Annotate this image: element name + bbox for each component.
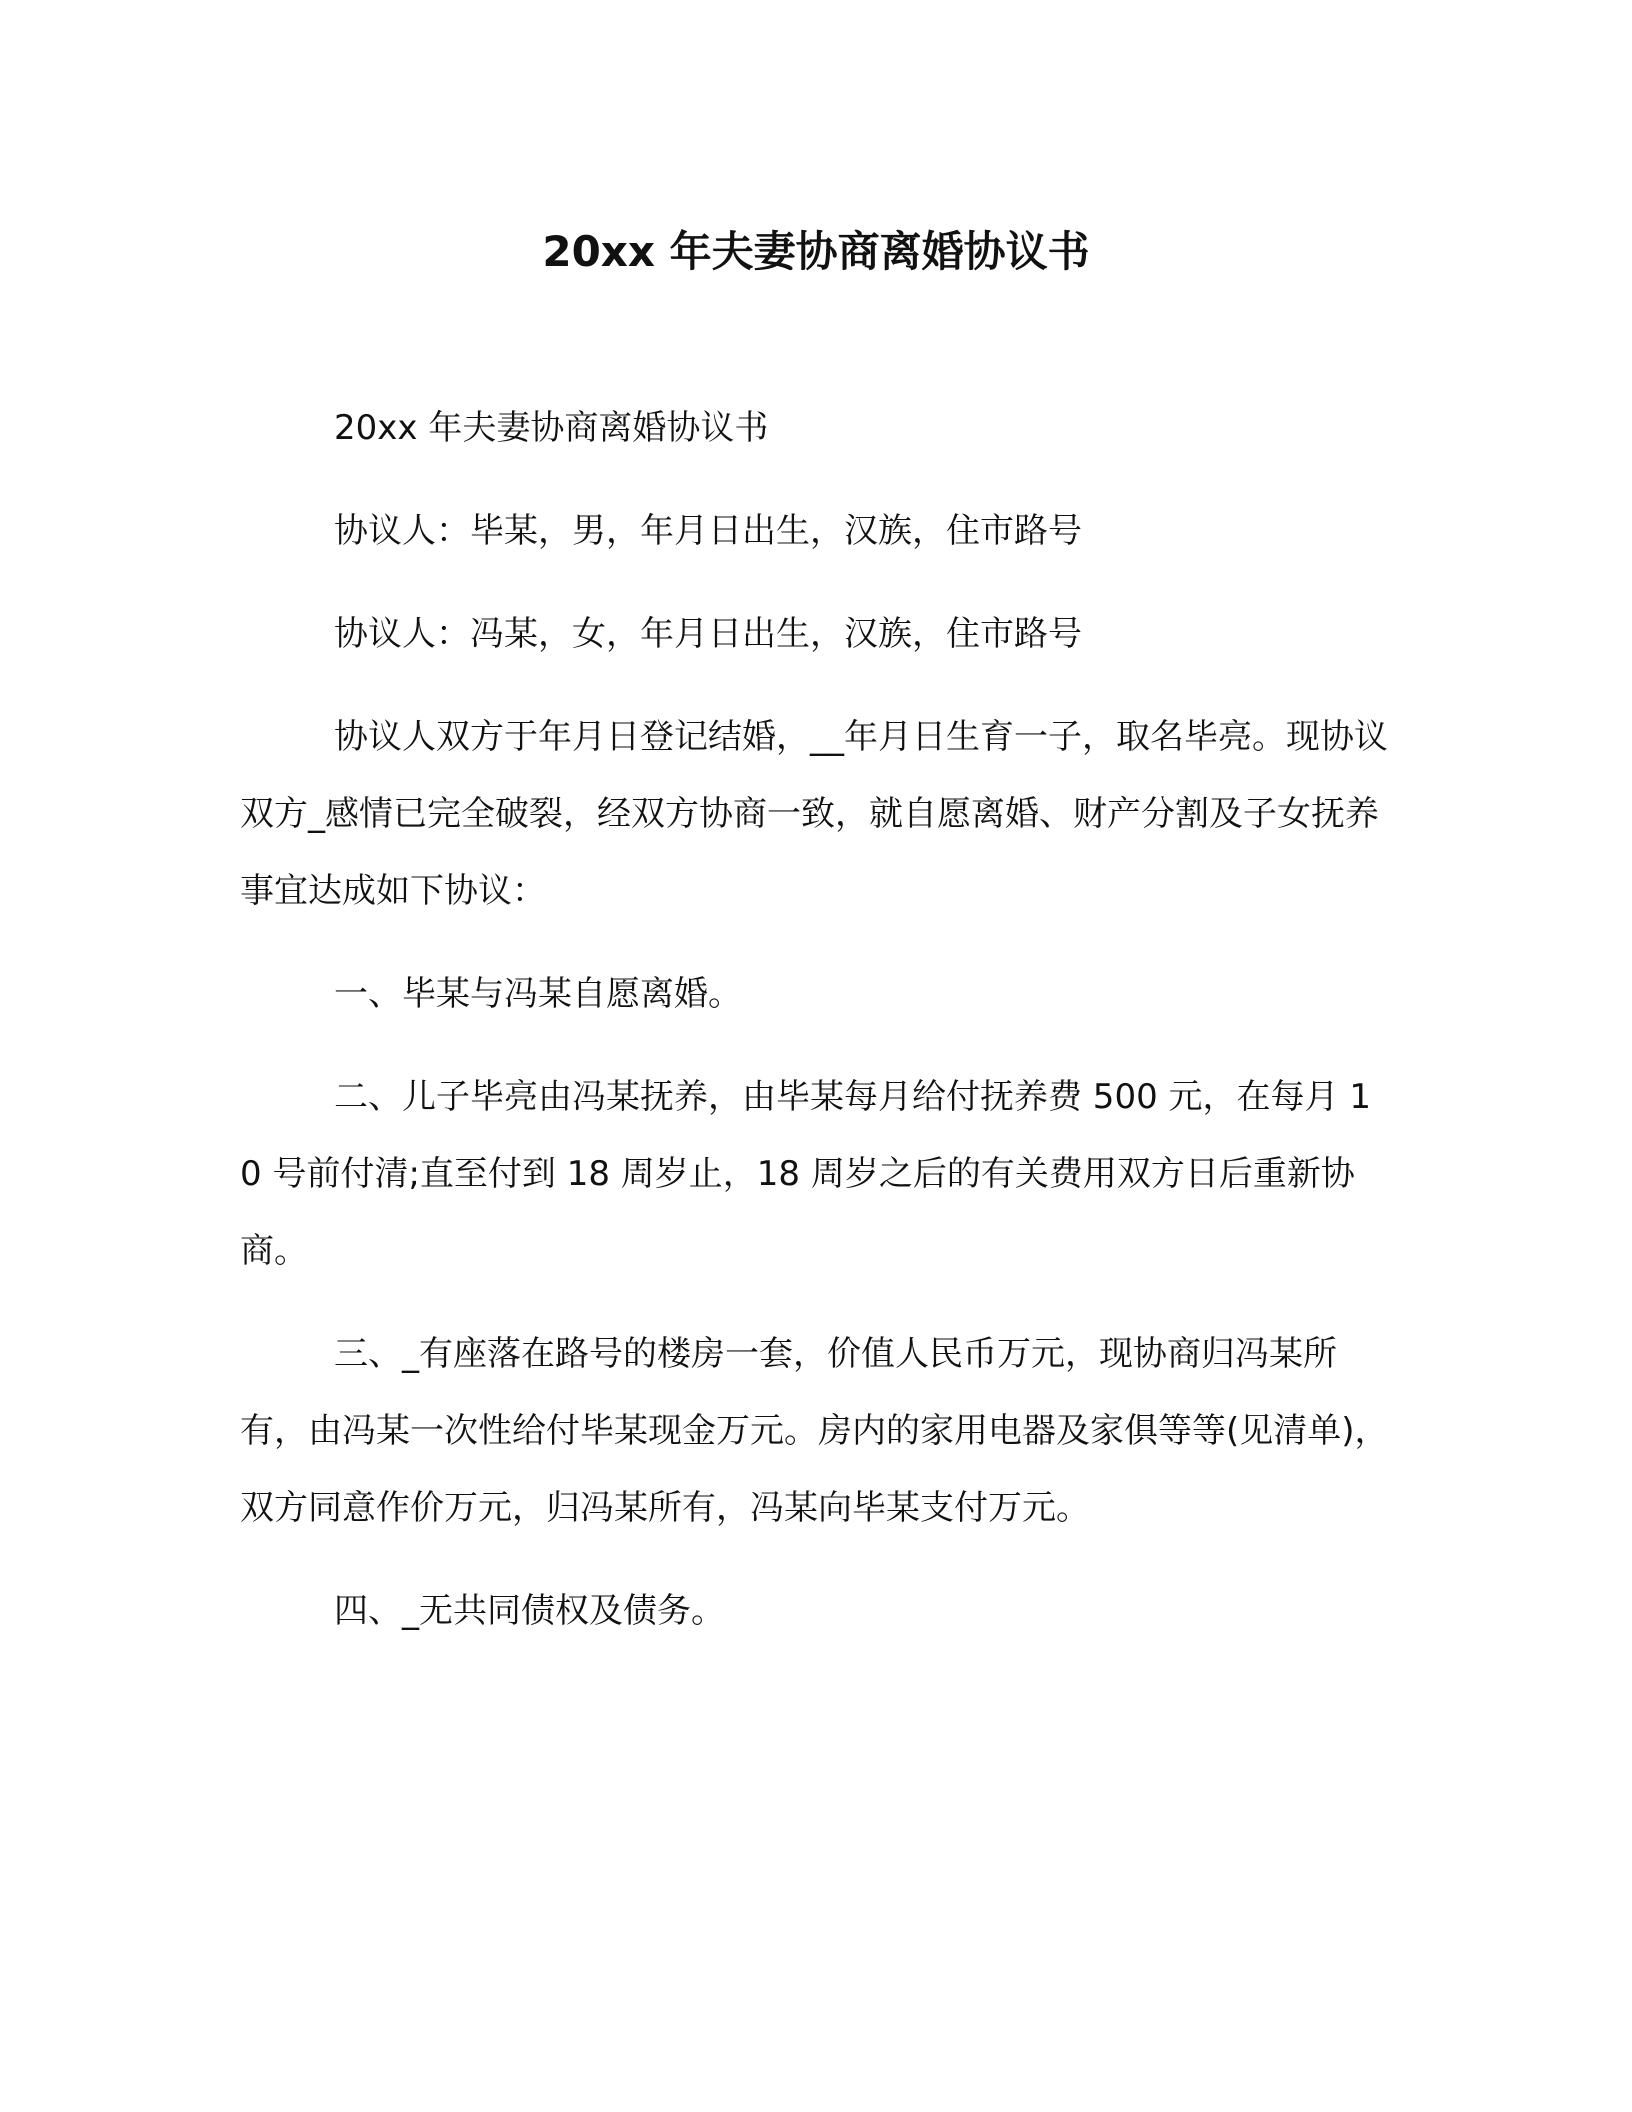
paragraph-party-male: 协议人：毕某，男，年月日出生，汉族，住市路号: [334, 511, 1082, 551]
document-body: [240, 390, 1392, 1676]
paragraph-party-female: 协议人：冯某，女，年月日出生，汉族，住市路号: [334, 614, 1082, 654]
paragraph-preamble: 协议人双方于年月日登记结婚，__年月日生育一子，取名毕亮。现协议双方_感情已完全破裂，经双方协商一致，就自愿离婚、财产分割及子女抚养事宜达成如下协议：: [240, 717, 1388, 911]
paragraph-clause-1: 一、毕某与冯某自愿离婚。: [334, 974, 742, 1014]
paragraph-clause-3: 三、_有座落在路号的楼房一套，价值人民币万元，现协商归冯某所有，由冯某一次性给付毕某现金万元。房内的家用电器及家俱等等(见清单)，双方同意作价万元，归冯某所有，冯某向毕某支付万元。: [240, 1334, 1389, 1528]
document-title: 20xx 年夫妻协商离婚协议书: [542, 227, 1090, 276]
paragraph-clause-2: 二、儿子毕亮由冯某抚养，由毕某每月给付抚养费 500 元，在每月 10 号前付清;直至付到 18 周岁止，18 周岁之后的有关费用双方日后重新协商。: [240, 1077, 1371, 1271]
paragraph-clause-4: 四、_无共同债权及债务。: [334, 1591, 725, 1631]
paragraph-heading: 20xx 年夫妻协商离婚协议书: [334, 408, 769, 448]
